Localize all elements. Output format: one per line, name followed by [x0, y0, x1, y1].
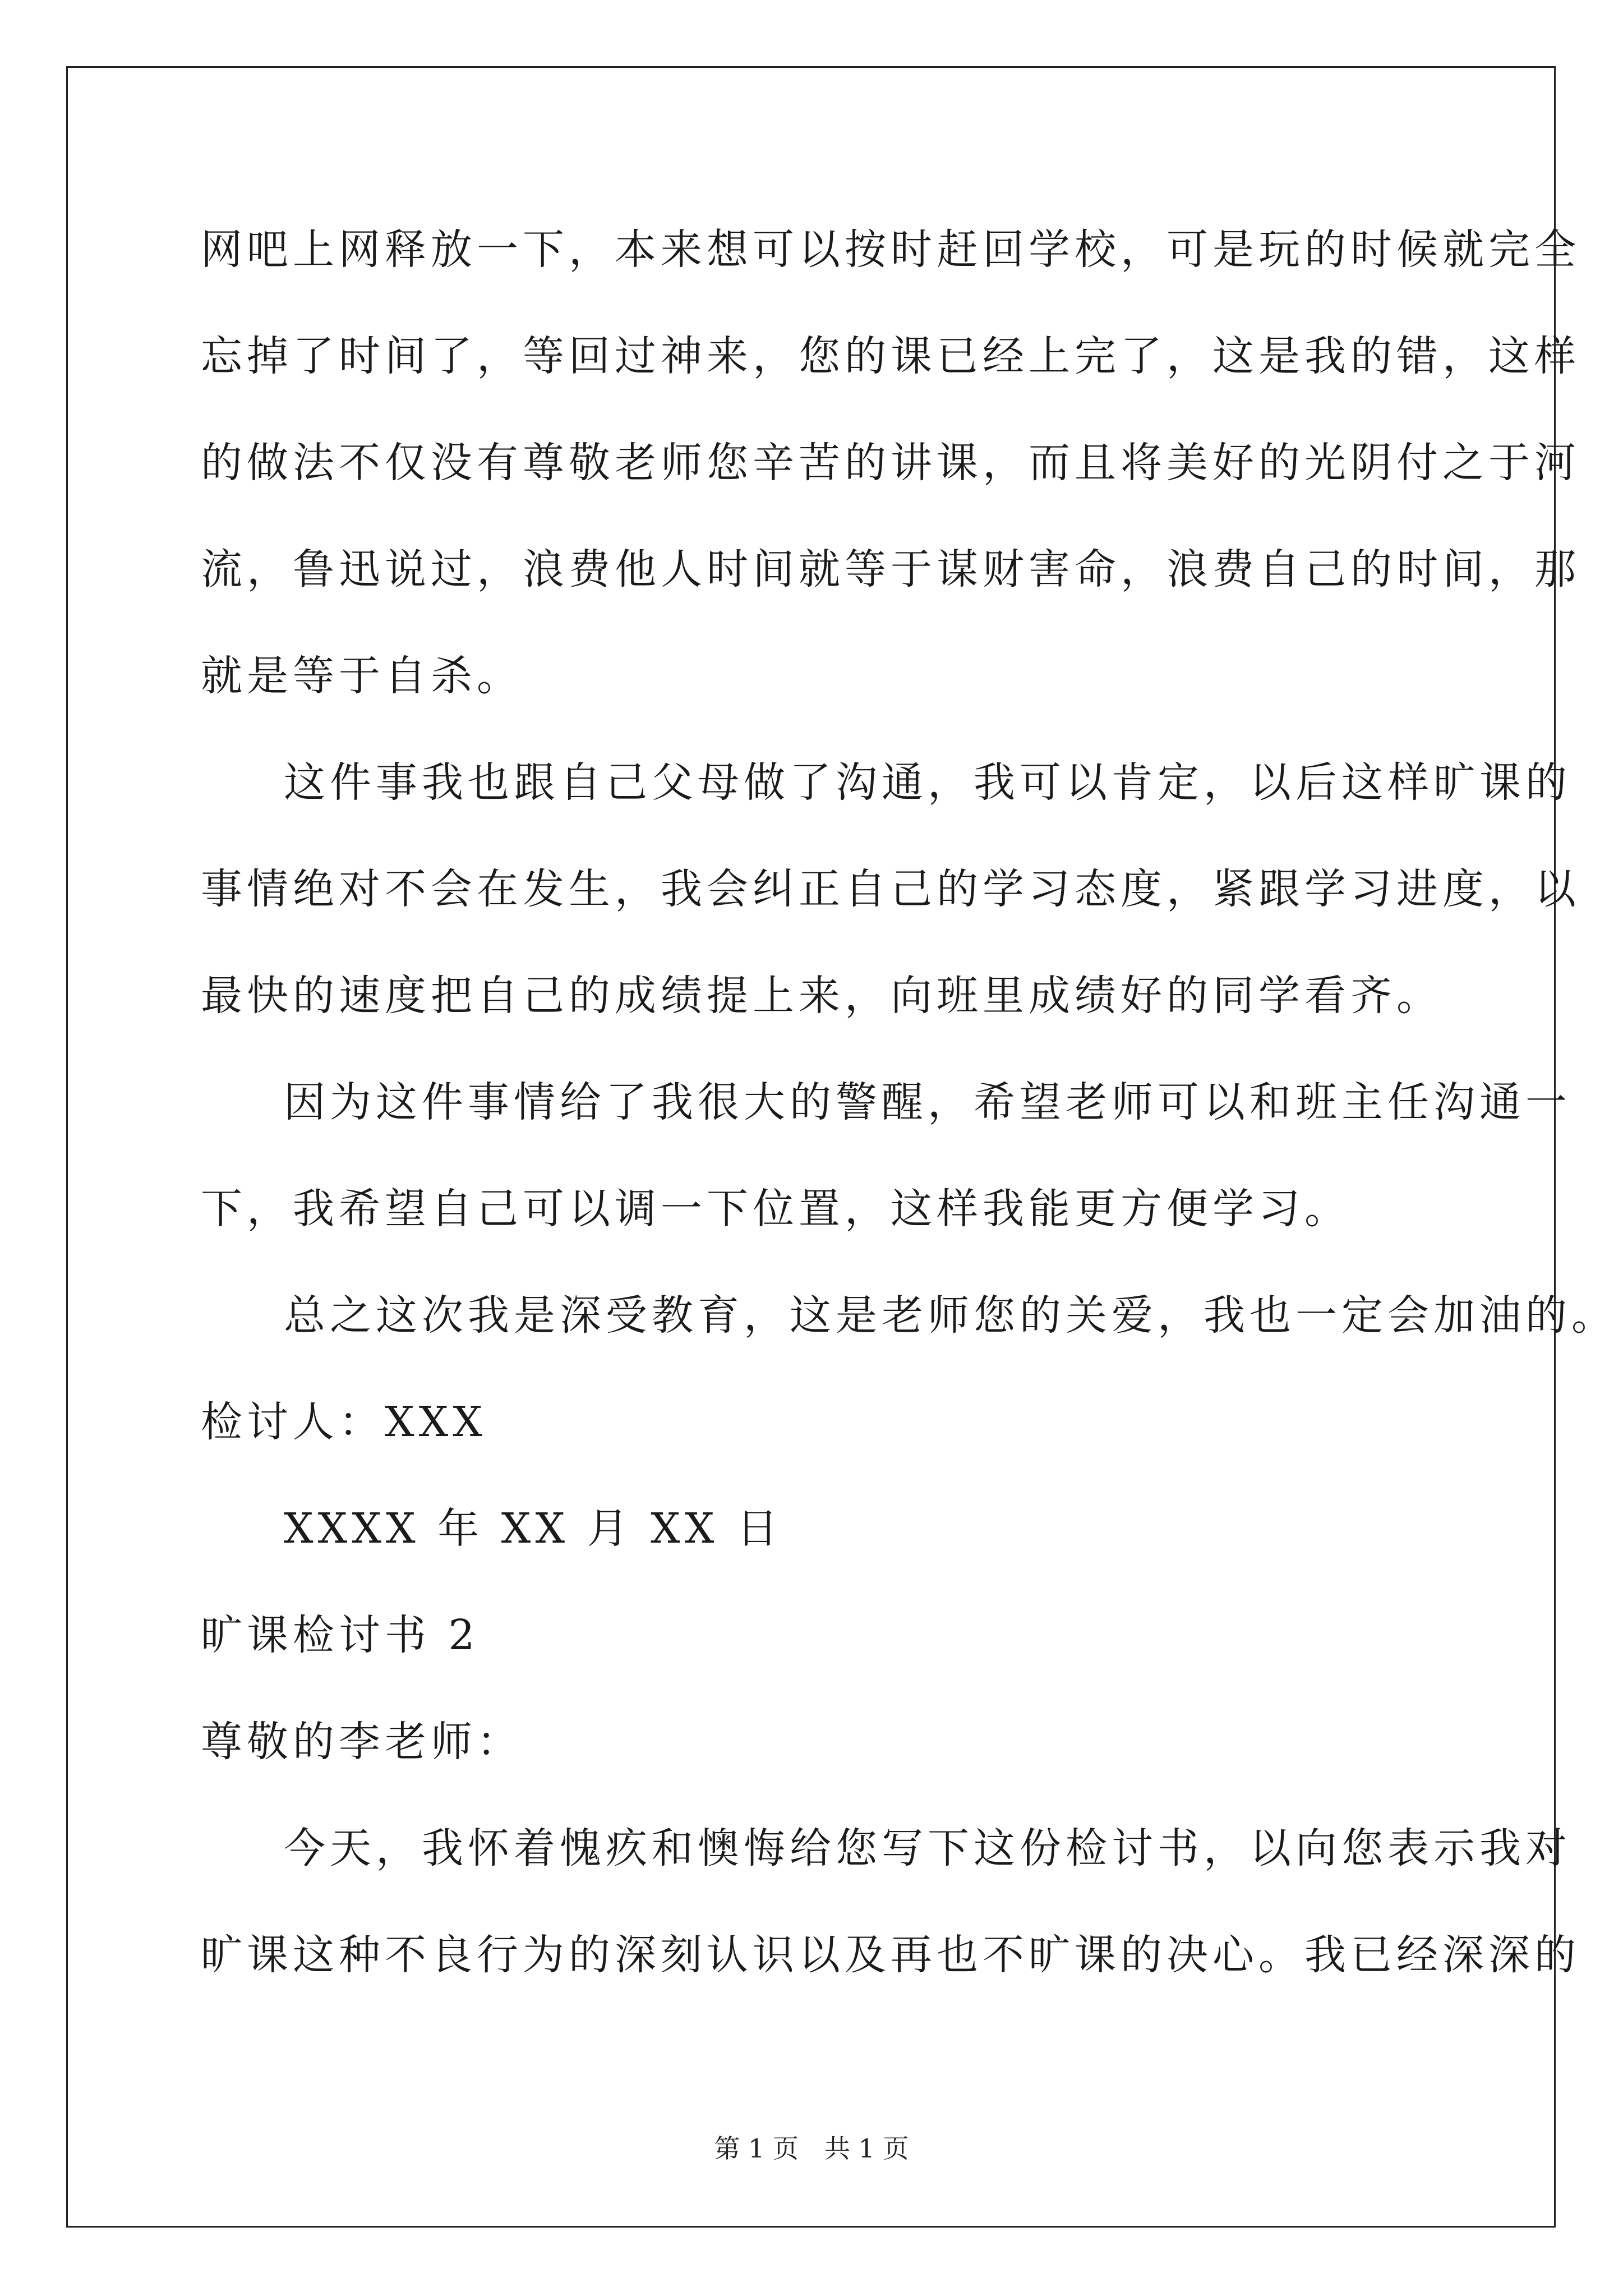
paragraph-line: 最快的速度把自己的成绩提上来，向班里成绩好的同学看齐。 [201, 972, 1442, 1020]
paragraph-line: 的做法不仅没有尊敬老师您辛苦的讲课，而且将美好的光阴付之于河 [201, 439, 1580, 487]
paragraph-line: 事情绝对不会在发生，我会纠正自己的学习态度，紧跟学习进度，以 [201, 865, 1580, 913]
date-line: XXXX 年 XX 月 XX 日 [284, 1504, 783, 1553]
signature-line: 检讨人：XXX [201, 1398, 487, 1446]
page-footer: 第 1 页 共 1 页 [714, 2133, 909, 2164]
paragraph-line: 这件事我也跟自己父母做了沟通，我可以肯定，以后这样旷课的 [284, 758, 1571, 807]
paragraph-line: 忘掉了时间了，等回过神来，您的课已经上完了，这是我的错，这样 [201, 332, 1580, 380]
paragraph-line: 今天，我怀着愧疚和懊悔给您写下这份检讨书，以向您表示我对 [284, 1824, 1571, 1872]
paragraph-line: 下，我希望自己可以调一下位置，这样我能更方便学习。 [201, 1185, 1350, 1233]
page-border [66, 66, 1556, 2228]
section-title: 旷课检讨书 2 [201, 1611, 479, 1659]
paragraph-line: 总之这次我是深受教育，这是老师您的关爱，我也一定会加油的。 [284, 1291, 1617, 1340]
paragraph-line: 就是等于自杀。 [201, 652, 523, 700]
paragraph-line: 旷课这种不良行为的深刻认识以及再也不旷课的决心。我已经深深的 [201, 1931, 1580, 1979]
salutation: 尊敬的李老师： [201, 1718, 523, 1766]
paragraph-line: 网吧上网释放一下，本来想可以按时赶回学校，可是玩的时候就完全 [201, 226, 1580, 274]
paragraph-line: 流，鲁迅说过，浪费他人时间就等于谋财害命，浪费自己的时间，那 [201, 545, 1580, 593]
paragraph-line: 因为这件事情给了我很大的警醒，希望老师可以和班主任沟通一 [284, 1078, 1571, 1126]
